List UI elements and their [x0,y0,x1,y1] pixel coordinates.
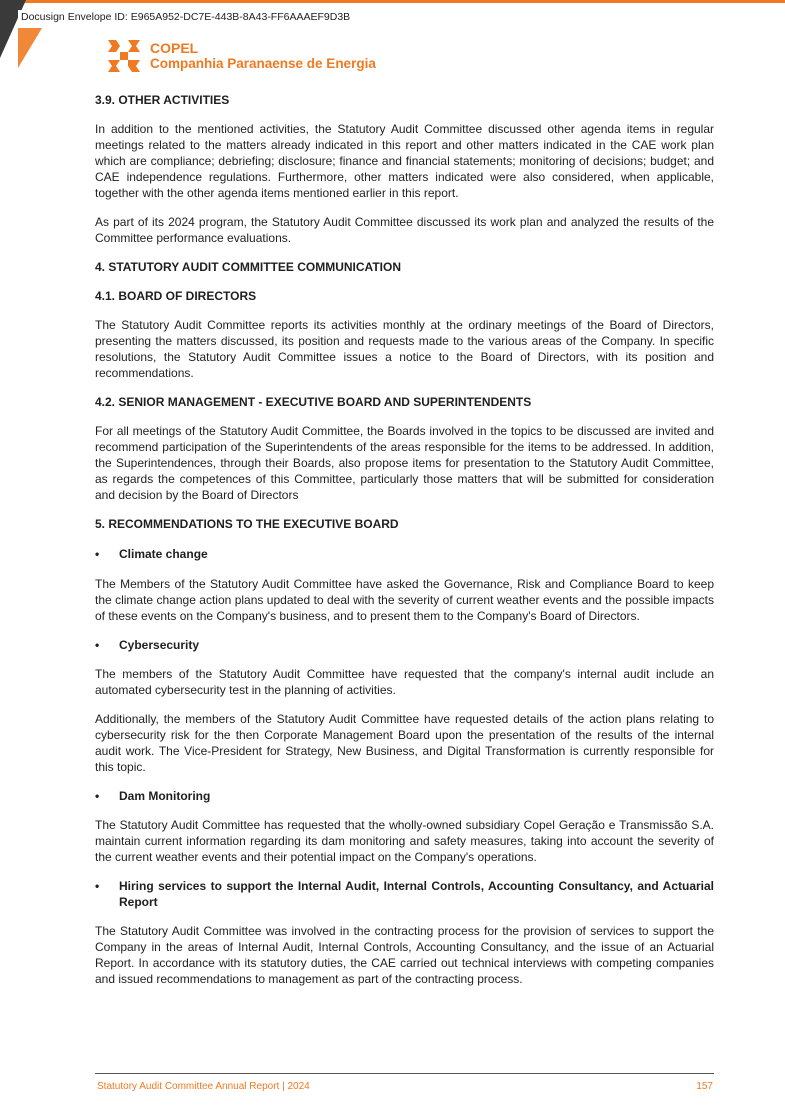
bullet-label: Dam Monitoring [119,789,211,803]
bullet-marker: • [95,879,100,893]
bullet-hiring-services [95,878,714,910]
logo-name: COPEL [150,40,199,56]
corner-decoration-orange [18,28,42,68]
document-body [95,92,714,987]
paragraph: Additionally, the members of the Statutory Audit Committee have requested details of the action plans relating to cybersecurity risk for the then Corporate Management Board upon the presentation of the results of the internal audit work. The Vice-President for Strategy, New Business, and Digital Transformation is currently responsible for this topic. [95,712,714,774]
bullet-marker: • [95,547,100,561]
page-number: 157 [696,1081,713,1092]
bullet-dam-monitoring [95,788,714,804]
paragraph: The Statutory Audit Committee has requested that the wholly-owned subsidiary Copel Geração e Transmissão S.A. maintain current information regarding its dam monitoring and safety measures, taking into account the severity of the current weather events and their potential impact on the Company's operations. [95,818,714,864]
envelope-id-label: Docusign Envelope ID: E965A952-DC7E-443B-8A43-FF6AAAEF9D3B [18,10,353,24]
section-heading-4-1: 4.1. BOARD OF DIRECTORS [95,289,257,303]
top-accent-bar [0,0,785,3]
bullet-marker: • [95,638,100,652]
paragraph: The Statutory Audit Committee reports its activities monthly at the ordinary meetings of the Board of Directors, presenting the matters discussed, its position and requests made to the various areas of the Company. In specific resolutions, the Statutory Audit Committee issues a notice to the Board of Directors, with its position and recommendations. [95,318,714,380]
section-heading-5: 5. RECOMMENDATIONS TO THE EXECUTIVE BOARD [95,517,399,531]
paragraph: As part of its 2024 program, the Statutory Audit Committee discussed its work plan and analyzed the results of the Committee performance evaluations. [95,215,714,245]
paragraph: In addition to the mentioned activities, the Statutory Audit Committee discussed other agenda items in regular meetings related to the matters already indicated in this report and other matters indicated in the CAE work plan which are compliance; debriefing; disclosure; finance and financial statements; monitoring of decisions; budget; and CAE independence regulations. Furthermore, other matters indicated were also considered, when applicable, together with the other agenda items mentioned earlier in this report. [95,122,714,200]
company-logo [106,38,376,74]
footer-title: Statutory Audit Committee Annual Report | 2024 [97,1081,310,1092]
paragraph: The members of the Statutory Audit Committee have requested that the company's internal audit include an automated cybersecurity test in the planning of activities. [95,667,714,697]
section-heading-4-2: 4.2. SENIOR MANAGEMENT - EXECUTIVE BOARD AND SUPERINTENDENTS [95,395,532,409]
bullet-climate-change [95,546,714,562]
bullet-label: Climate change [119,547,208,561]
bullet-label: Hiring services to support the Internal Audit, Internal Controls, Accounting Consultancy, and Actuarial Report [119,879,714,909]
paragraph: The Statutory Audit Committee was involved in the contracting process for the provision of services to support the Company in the areas of Internal Audit, Internal Controls, Accounting Consultancy, and the issue of an Actuarial Report. In accordance with its statutory duties, the CAE carried out technical interviews with competing companies and issued recommendations to management as part of the contracting process. [95,924,714,986]
paragraph: The Members of the Statutory Audit Committee have asked the Governance, Risk and Compliance Board to keep the climate change action plans updated to deal with the severity of current weather events and the possible impacts of these events on the Company's business, and to present them to the Company's Board of Directors. [95,577,714,623]
bullet-cybersecurity [95,637,714,653]
section-heading-3-9: 3.9. OTHER ACTIVITIES [95,93,230,107]
paragraph: For all meetings of the Statutory Audit Committee, the Boards involved in the topics to be discussed are invited and recommend participation of the Superintendents of the areas responsible for the items to be addressed. In addition, the Superintendences, through their Boards, also propose items for presentation to the Statutory Audit Committee, as regards the competences of this Committee, particularly those matters that will be submitted for consideration and decision by the Board of Directors [95,424,714,502]
bullet-label: Cybersecurity [119,638,200,652]
bullet-marker: • [95,789,100,803]
footer-divider [95,1073,714,1074]
section-heading-4: 4. STATUTORY AUDIT COMMITTEE COMMUNICATION [95,260,401,274]
copel-logo-icon [106,38,142,74]
logo-subtitle: Companhia Paranaense de Energia [150,56,376,71]
